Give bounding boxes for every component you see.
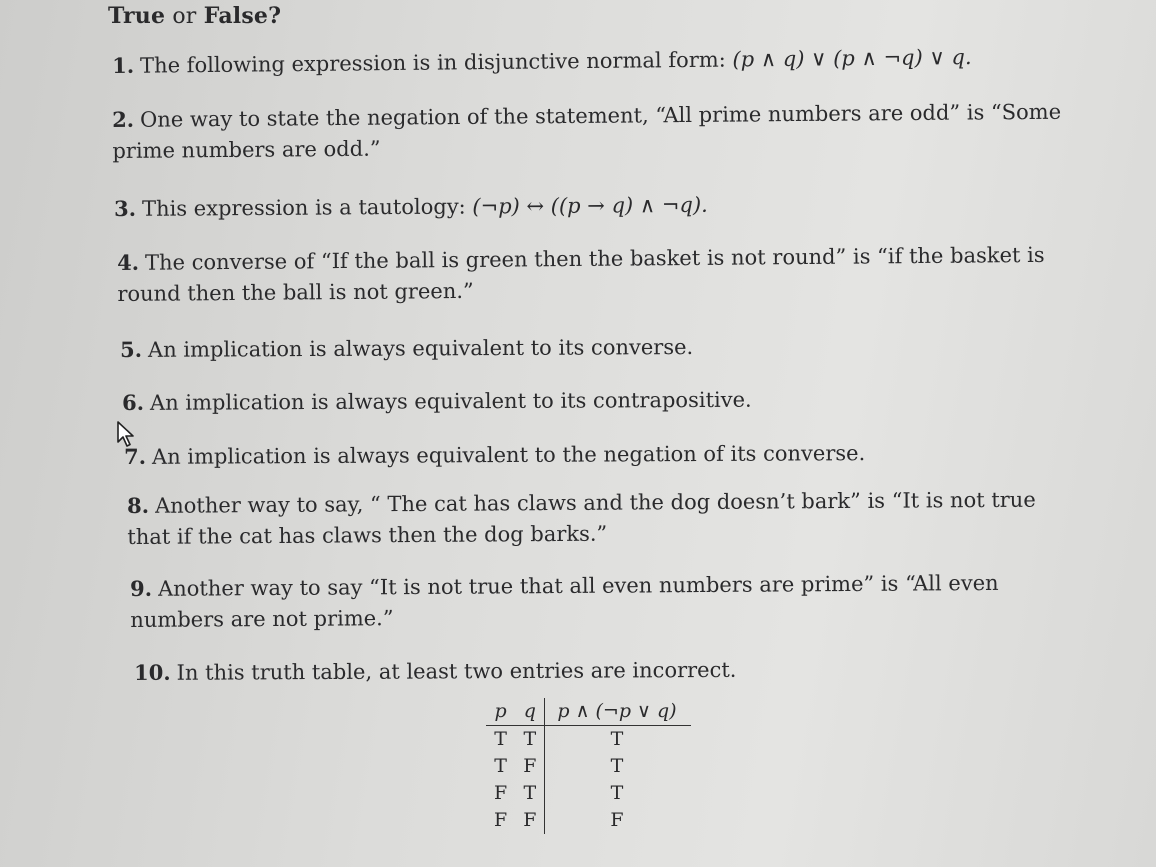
question-text-line2: that if the cat has claws then the dog barks.”: [127, 521, 608, 549]
question-number: 10.: [134, 659, 171, 685]
question-text: One way to state the negation of the statement, “All prime numbers are odd” is “Some: [139, 99, 1062, 132]
table-row: [486, 726, 691, 754]
question-number: 6.: [122, 389, 145, 415]
question-number: 5.: [120, 336, 143, 362]
question-text: In this truth table, at least two entries are incorrect.: [176, 657, 737, 685]
table-row: [486, 753, 691, 780]
question-number: 3.: [114, 195, 137, 221]
truth-table: [486, 698, 691, 834]
question-number: 9.: [130, 575, 153, 601]
cell-p: F: [494, 809, 508, 831]
cell-p: T: [494, 728, 507, 750]
header-p: p: [486, 698, 515, 726]
truth-table-header-row: [486, 698, 691, 726]
question-text: An implication is always equivalent to its converse.: [147, 334, 694, 362]
header-expression: p ∧ (¬p ∨ q): [545, 698, 691, 726]
cell-q: T: [523, 782, 537, 804]
title-false: False?: [203, 3, 282, 29]
question-number: 1.: [112, 52, 135, 78]
question-2: [112, 96, 1061, 167]
cell-q: F: [523, 755, 537, 777]
table-row: [486, 780, 691, 807]
question-text: An implication is always equivalent to the negation of its converse.: [151, 441, 866, 469]
header-q: q: [515, 698, 545, 726]
page-title: [108, 3, 281, 29]
question-number: 2.: [112, 106, 135, 132]
question-text: An implication is always equivalent to its contrapositive.: [149, 387, 752, 415]
question-number: 4.: [117, 249, 140, 275]
question-9: [130, 567, 999, 636]
question-math: (p ∧ q) ∨ (p ∧ ¬q) ∨ q.: [732, 44, 972, 72]
cell-q: F: [523, 809, 537, 831]
question-math: (¬p) ↔ ((p → q) ∧ ¬q).: [472, 192, 708, 219]
cell-result: F: [545, 807, 691, 834]
question-text: This expression is a tautology:: [141, 194, 473, 221]
table-row: [486, 807, 691, 834]
cell-p: T: [494, 755, 507, 777]
cell-result: T: [545, 780, 691, 807]
question-text: The following expression is in disjunctive normal form:: [139, 47, 733, 78]
question-3: [114, 189, 708, 225]
title-true: True: [108, 3, 166, 29]
question-text: Another way to say, “ The cat has claws and the dog doesn’t bark” is “It is not true: [154, 487, 1036, 518]
title-or: or: [165, 4, 204, 29]
cell-p: F: [494, 782, 508, 804]
question-text: Another way to say “It is not true that all even numbers are prime” is “All even: [157, 570, 999, 601]
cell-result: T: [545, 753, 691, 780]
question-number: 7.: [124, 443, 147, 469]
question-8: [127, 484, 1036, 553]
question-1: [112, 41, 972, 82]
question-6: [122, 384, 752, 419]
question-text-line2: numbers are not prime.”: [130, 606, 394, 632]
cell-result: T: [545, 726, 691, 754]
question-number: 8.: [127, 492, 150, 518]
question-10: [134, 654, 737, 689]
question-text-line2: prime numbers are odd.”: [112, 136, 381, 163]
question-text-line2: round then the ball is not green.”: [117, 278, 474, 306]
question-5: [120, 331, 693, 366]
question-7: [124, 437, 865, 473]
question-4: [117, 239, 1045, 310]
question-text: The converse of “If the ball is green then the basket is not round” is “if the basket is: [144, 242, 1045, 275]
cell-q: T: [523, 728, 537, 750]
